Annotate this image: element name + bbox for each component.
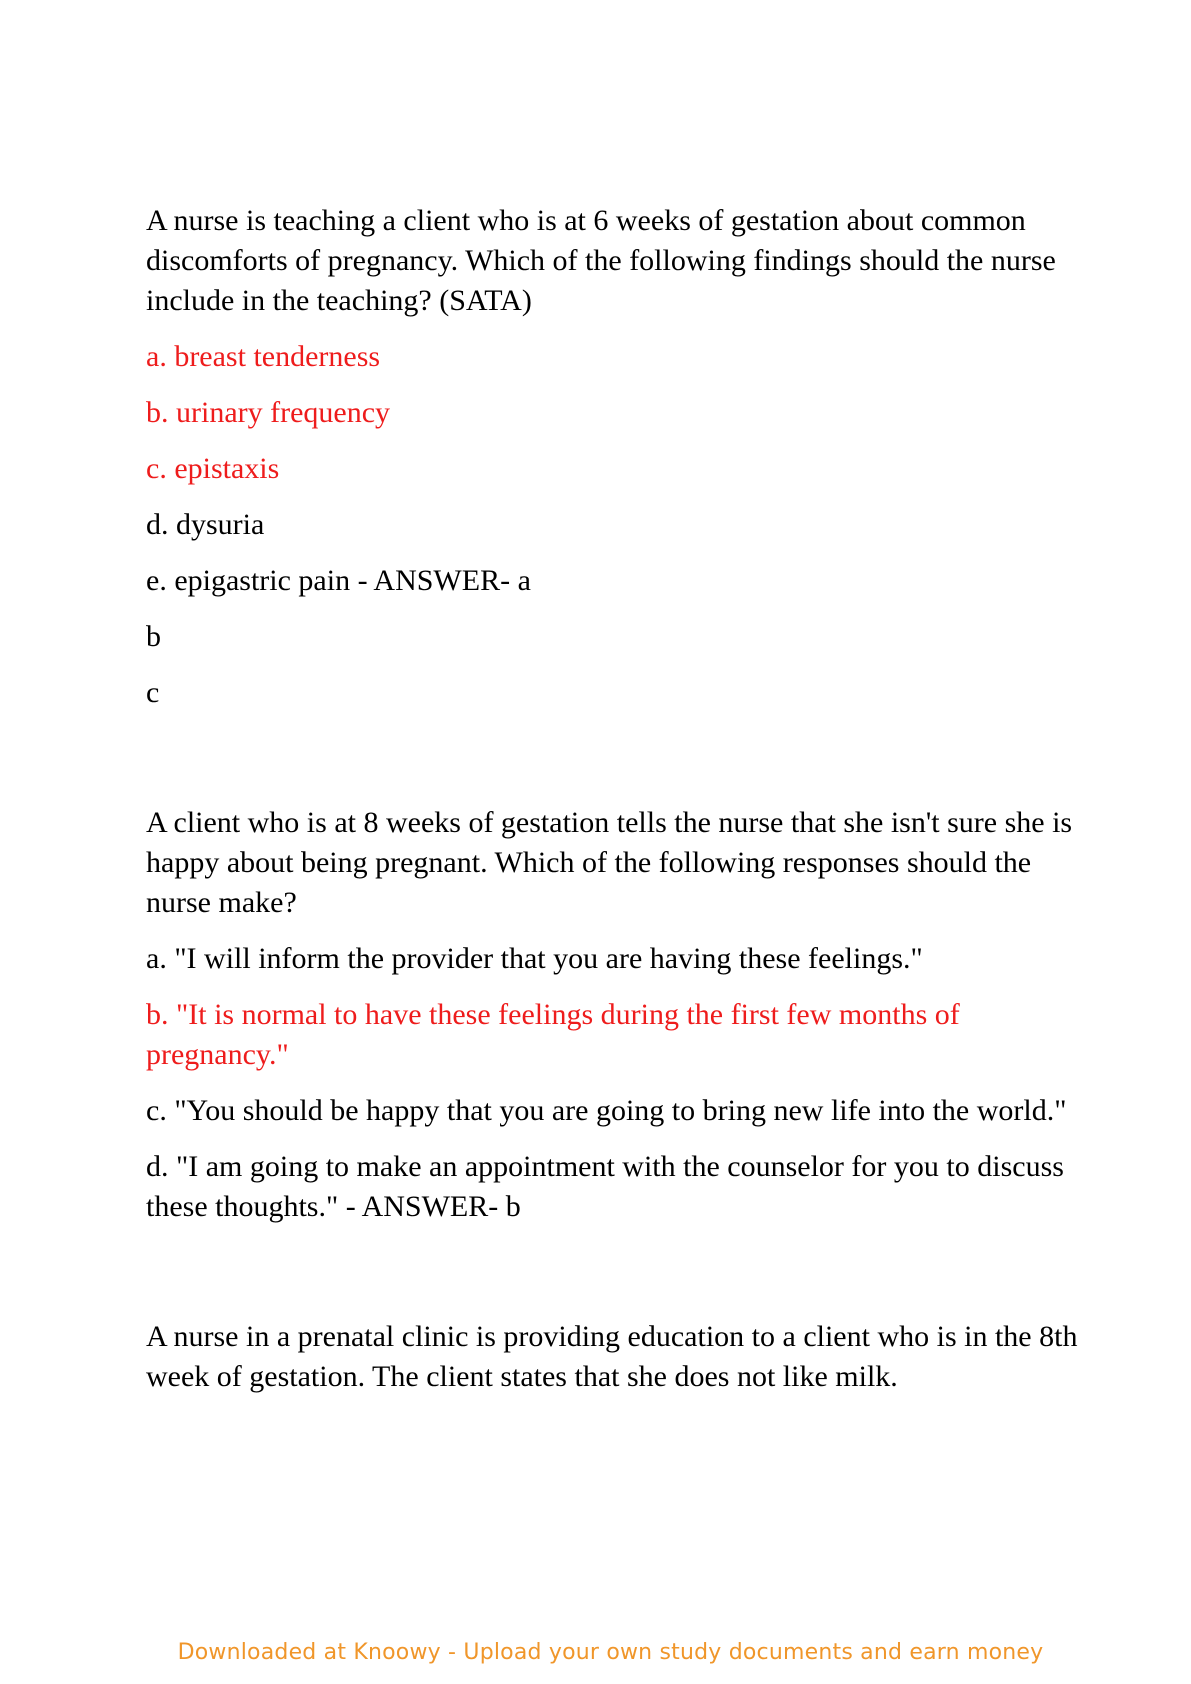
question-block-3 <box>146 1317 1086 1397</box>
q1-option-e-answer: e. epigastric pain - ANSWER- a <box>146 564 531 597</box>
q2-option-d-answer: d. "I am going to make an appointment with the counselor for you to discuss these thoughts." - ANSWER- b <box>146 1150 1064 1223</box>
question-1-text: A nurse is teaching a client who is at 6 weeks of gestation about common discomforts of pregnancy. Which of the following findings should the nurse include in the teaching? (SATA) <box>146 204 1056 317</box>
q2-option-b: b. "It is normal to have these feelings during the first few months of pregnancy." <box>146 998 960 1071</box>
q1-option-d: d. dysuria <box>146 508 265 541</box>
q1-answer-c: c <box>146 676 160 709</box>
footer-watermark <box>0 1640 1191 1665</box>
footer-text: Downloaded at Knoowy - Upload your own study documents and earn money <box>177 1640 1044 1665</box>
spacer <box>146 1243 1086 1317</box>
page-content <box>146 201 1086 1413</box>
q1-option-c: c. epistaxis <box>146 452 280 485</box>
question-block-2 <box>146 803 1086 1227</box>
question-2-text: A client who is at 8 weeks of gestation tells the nurse that she isn't sure she is happy about being pregnant. Which of the following responses should the nurse make? <box>146 806 1073 919</box>
question-block-1 <box>146 201 1086 713</box>
spacer <box>146 729 1086 803</box>
q2-option-c: c. "You should be happy that you are going to bring new life into the world." <box>146 1094 1067 1127</box>
q1-answer-b: b <box>146 620 161 653</box>
q1-option-a: a. breast tenderness <box>146 340 381 373</box>
q1-option-b: b. urinary frequency <box>146 396 391 429</box>
q2-option-a: a. "I will inform the provider that you are having these feelings." <box>146 942 923 975</box>
question-3-text: A nurse in a prenatal clinic is providing education to a client who is in the 8th week of gestation. The client states that she does not like milk. <box>146 1320 1078 1393</box>
